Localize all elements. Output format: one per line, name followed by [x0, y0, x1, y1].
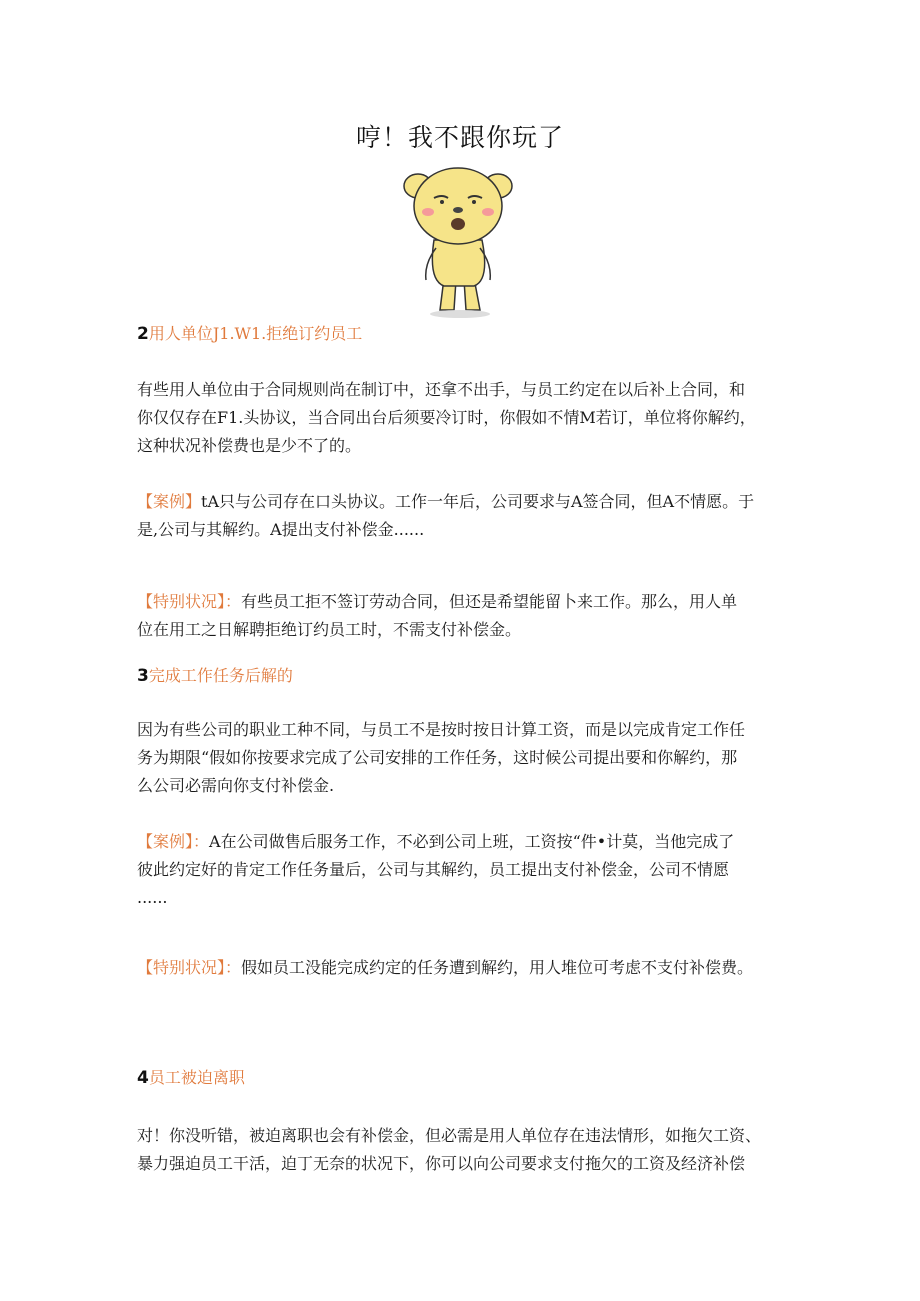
- section-4-body: [137, 1122, 797, 1178]
- section-2-special: [137, 588, 797, 644]
- paragraph-line: 有些用人单位由于合同规则尚在制订中，还拿不出手，与员工约定在以后补上合同，和: [137, 380, 746, 399]
- case-line: tA只与公司存在口头协议。工作一年后，公司要求与A签合同，但A不情愿。于: [201, 492, 755, 511]
- section-4-heading: [137, 1066, 797, 1090]
- paragraph-line: 么公司必需向你支付补偿金.: [137, 776, 335, 795]
- section-title: 完成工作任务后解的: [148, 666, 293, 685]
- section-3-heading: [137, 664, 797, 688]
- special-line: 假如员工没能完成约定的任务遭到解约，用人堆位可考虑不支付补偿费。: [241, 958, 754, 977]
- section-2-heading: [137, 322, 797, 346]
- section-2-body: [137, 376, 797, 460]
- section-3-special: [137, 954, 797, 982]
- section-number: 4: [137, 1068, 149, 1088]
- case-tag: 【案例】: [137, 492, 202, 511]
- case-line: 是,公司与其解约。A提出支付补偿金......: [137, 520, 425, 539]
- case-line: A在公司做售后服务工作，不必到公司上班，工资按“件•计莫，当他完成了: [209, 832, 735, 851]
- section-3-case: [137, 828, 797, 912]
- paragraph-line: 对！你没听错，被迫离职也会有补偿金，但必需是用人单位存在违法情形，如拖欠工资、: [137, 1126, 762, 1145]
- special-tag: 【特别状况】：: [137, 592, 242, 611]
- case-line: ......: [137, 888, 168, 907]
- section-2-case: [137, 488, 797, 544]
- section-title: 用人单位J1.W1.拒绝订约员工: [148, 324, 363, 343]
- special-line: 位在用工之日解聘拒绝订约员工时，不需支付补偿金。: [137, 620, 522, 639]
- paragraph-line: 这种状况补偿费也是少不了的。: [137, 436, 362, 455]
- paragraph-line: 因为有些公司的职业工种不同，与员工不是按时按日计算工资，而是以完成肯定工作任: [137, 720, 746, 739]
- paragraph-line: 务为期限“假如你按要求完成了公司安排的工作任务，这时候公司提出要和你解约，那: [137, 748, 738, 767]
- paragraph-line: 暴力强迫员工干活，迫丁无奈的状况下，你可以向公司要求支付拖欠的工资及经济补偿: [137, 1154, 746, 1173]
- paragraph-line: 你仅仅存在F1.头协议，当合同出台后须要冷订时，你假如不情M若订，单位将你解约，: [137, 408, 756, 427]
- section-title: 员工被迫离职: [148, 1068, 245, 1087]
- section-number: 2: [137, 324, 149, 344]
- special-line: 有些员工拒不签订劳动合同，但还是希望能留卜来工作。那么，用人单: [241, 592, 738, 611]
- case-tag: 【案例】：: [137, 832, 210, 851]
- case-line: 彼此约定好的肯定工作任务量后，公司与其解约，员工提出支付补偿金，公司不情愿: [137, 860, 730, 879]
- special-tag: 【特别状况】：: [137, 958, 242, 977]
- section-number: 3: [137, 666, 149, 686]
- section-3-body: [137, 716, 797, 800]
- sticker-caption: 哼！我不跟你玩了: [355, 123, 564, 152]
- yellow-dog-sticker-icon: [398, 160, 518, 320]
